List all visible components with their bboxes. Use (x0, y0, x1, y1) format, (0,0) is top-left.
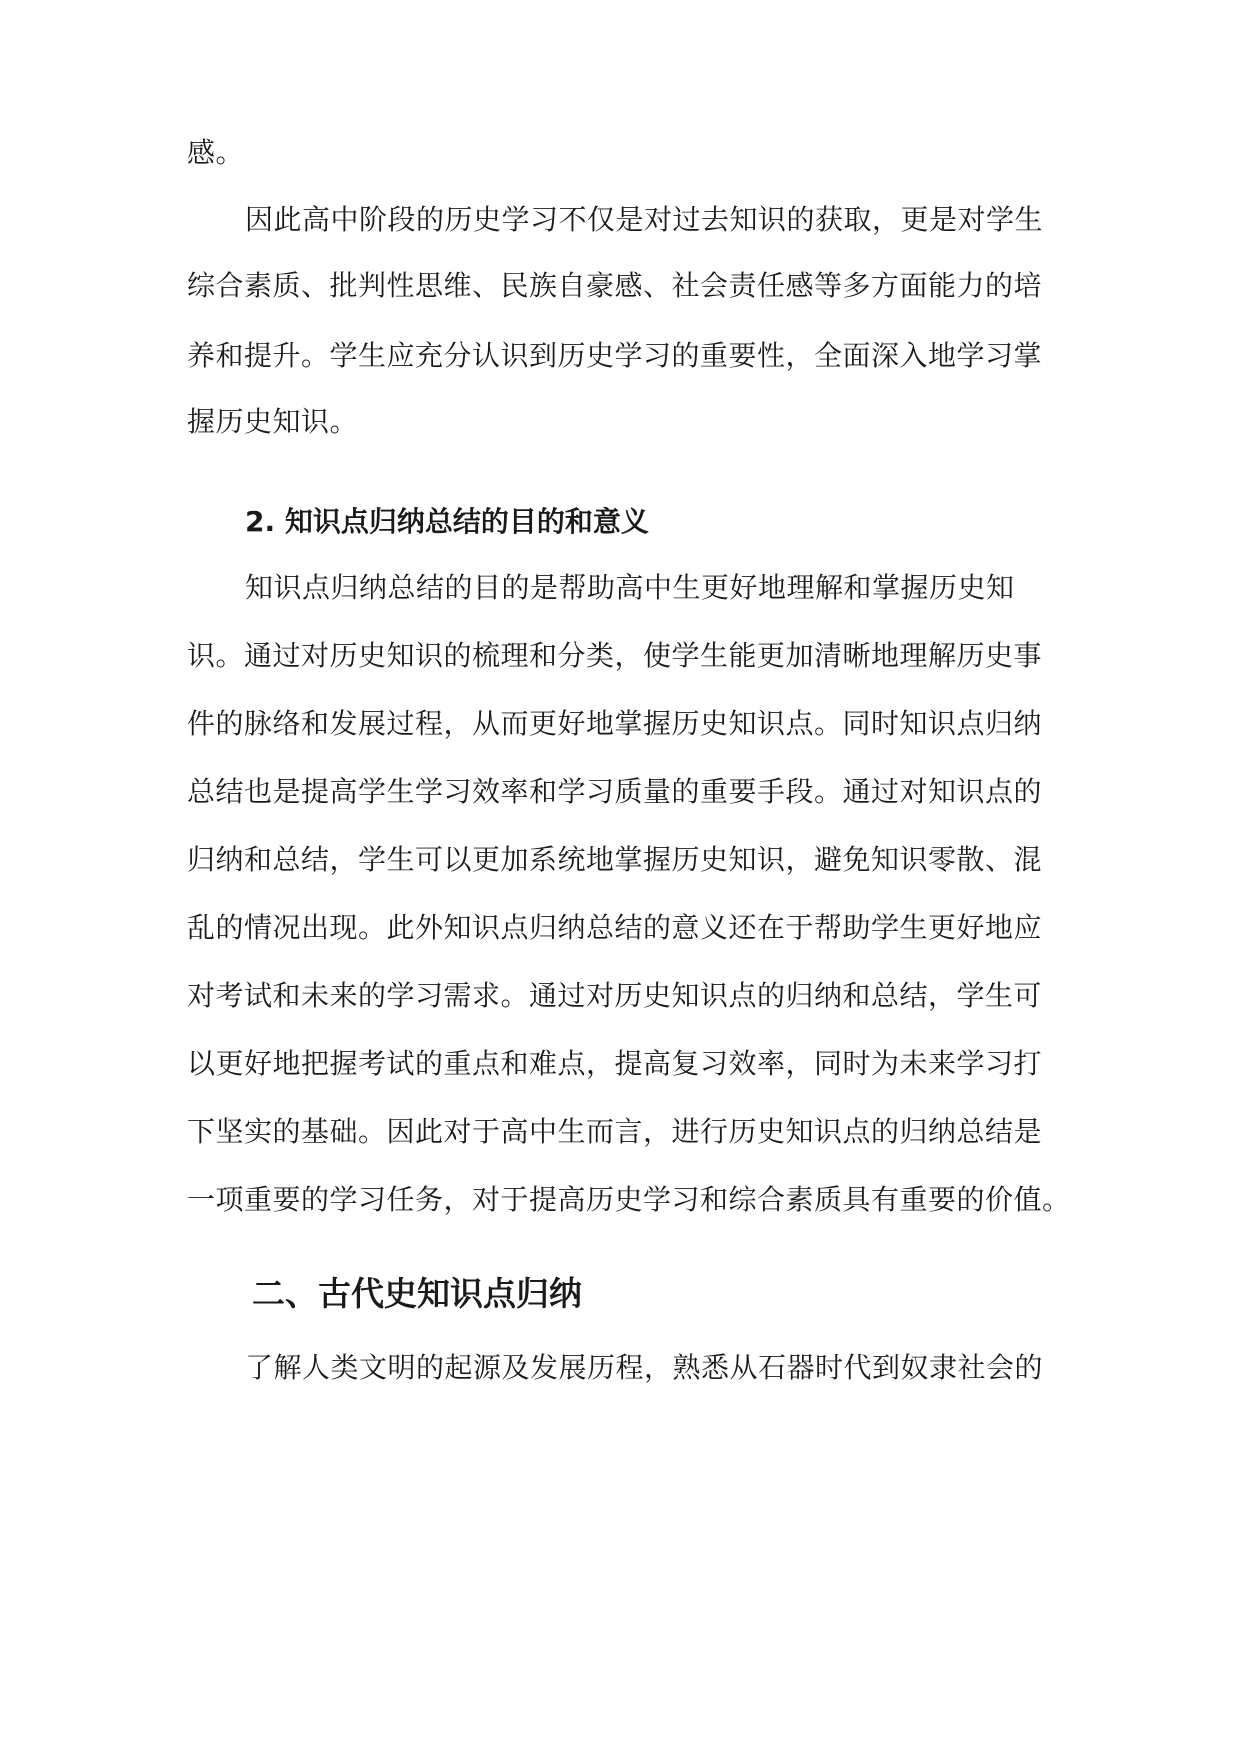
paragraph-line: 以更好地把握考试的重点和难点，提高复习效率，同时为未来学习打 (187, 1047, 1043, 1080)
section-heading: 2. 知识点归纳总结的目的和意义 (245, 505, 649, 538)
paragraph-line: 因此高中阶段的历史学习不仅是对过去知识的获取，更是对学生 (245, 203, 1044, 236)
paragraph-line: 综合素质、批判性思维、民族自豪感、社会责任感等多方面能力的培 (187, 269, 1043, 302)
paragraph-line: 握历史知识。 (187, 405, 359, 438)
paragraph-line: 对考试和未来的学习需求。通过对历史知识点的归纳和总结，学生可 (187, 979, 1043, 1012)
paragraph-line: 归纳和总结，学生可以更加系统地掌握历史知识，避免知识零散、混 (187, 843, 1043, 876)
paragraph-line: 感。 (187, 136, 245, 169)
paragraph-line: 下坚实的基础。因此对于高中生而言，进行历史知识点的归纳总结是 (187, 1115, 1043, 1148)
paragraph-line: 了解人类文明的起源及发展历程，熟悉从石器时代到奴隶社会的 (245, 1351, 1044, 1384)
chapter-heading: 二、古代史知识点归纳 (252, 1274, 582, 1313)
paragraph-line: 养和提升。学生应充分认识到历史学习的重要性，全面深入地学习掌 (187, 339, 1043, 372)
paragraph-line: 一项重要的学习任务，对于提高历史学习和综合素质具有重要的价值。 (187, 1183, 1071, 1216)
paragraph-line: 识。通过对历史知识的梳理和分类，使学生能更加清晰地理解历史事 (187, 639, 1043, 672)
paragraph-line: 知识点归纳总结的目的是帮助高中生更好地理解和掌握历史知 (245, 571, 1015, 604)
paragraph-line: 总结也是提高学生学习效率和学习质量的重要手段。通过对知识点的 (187, 775, 1043, 808)
paragraph-line: 件的脉络和发展过程，从而更好地掌握历史知识点。同时知识点归纳 (187, 707, 1043, 740)
paragraph-line: 乱的情况出现。此外知识点归纳总结的意义还在于帮助学生更好地应 (187, 911, 1043, 944)
